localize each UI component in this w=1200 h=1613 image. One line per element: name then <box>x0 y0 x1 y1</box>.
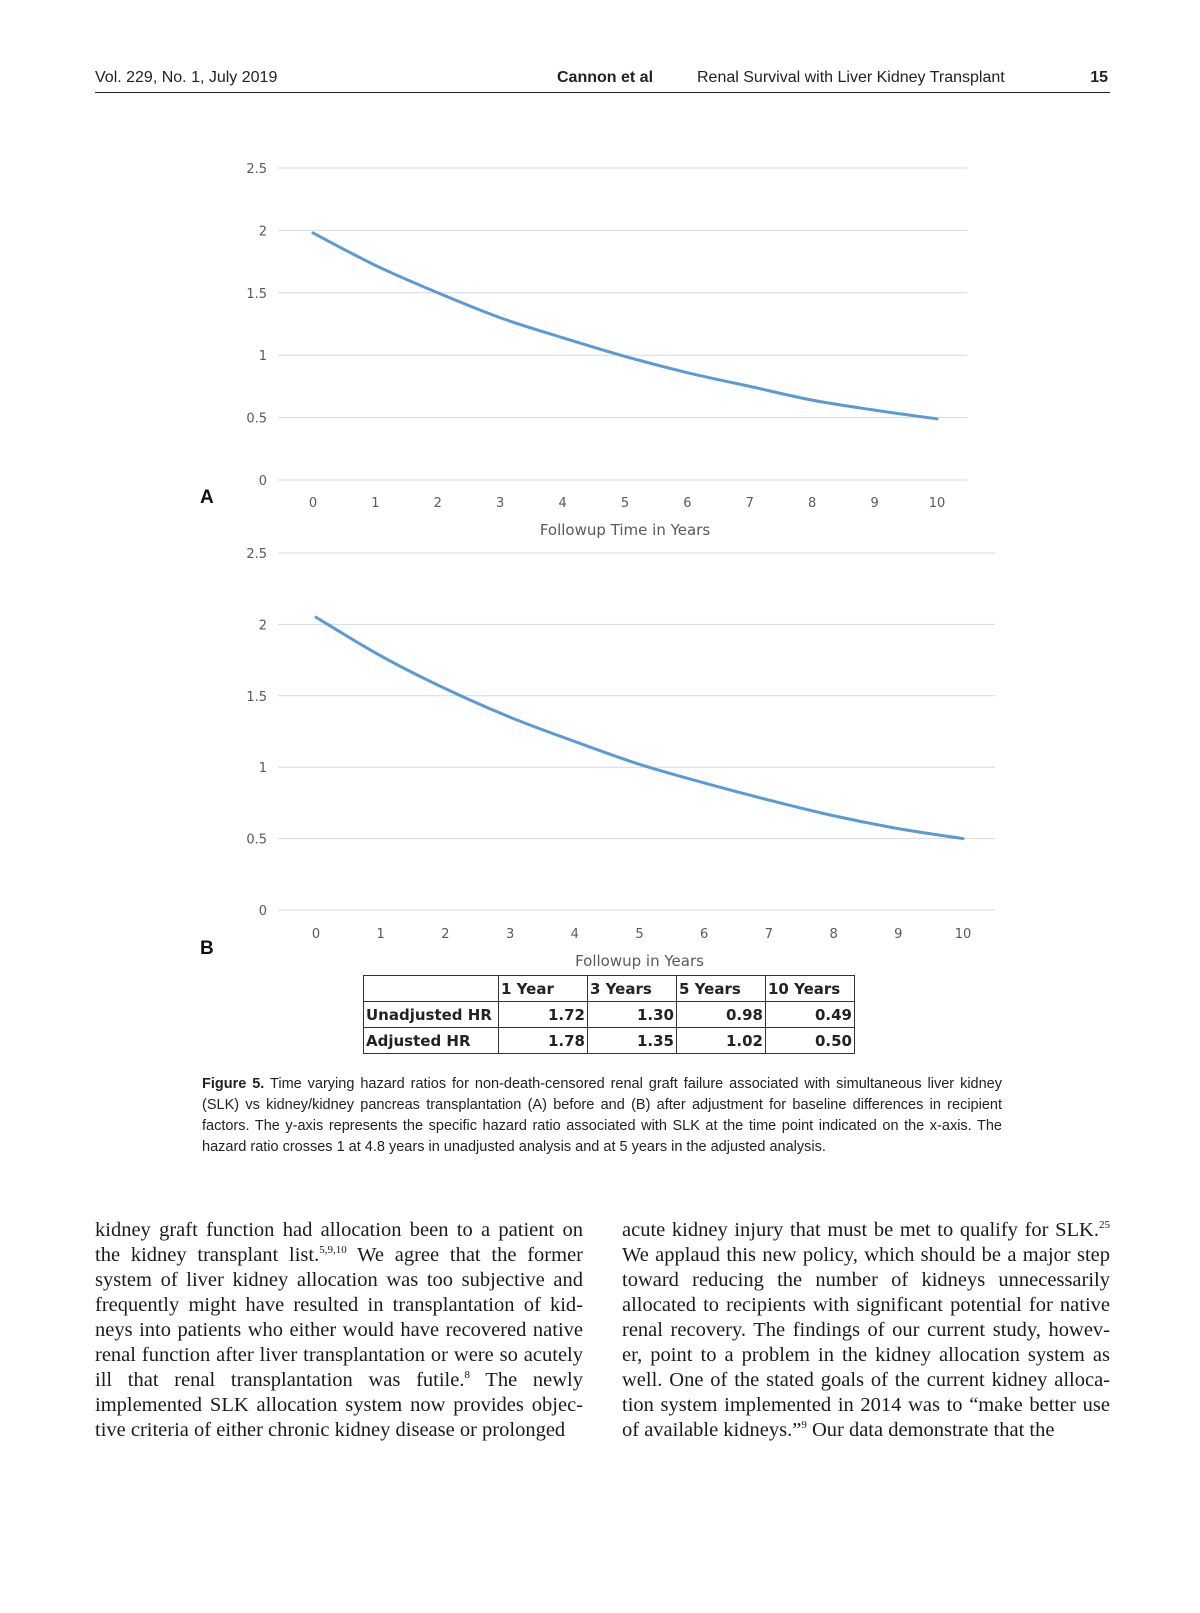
table-corner-cell <box>364 976 499 1002</box>
y-tick-label: 0 <box>258 474 267 489</box>
table-row-label: Adjusted HR <box>364 1028 499 1054</box>
body-text: We agree that the former system of liver kidney allocation was too subjective and frequently might have resulted in transplantation of kid-neys into patients who either would have recovered native renal function after liver transplantation or were so acutely ill that renal transplantation was futile. <box>95 1244 583 1391</box>
table-cell: 0.49 <box>766 1002 855 1028</box>
chart-panel-b <box>0 530 1200 970</box>
table-header-cell: 1 Year <box>499 976 588 1002</box>
table-header-cell: 3 Years <box>588 976 677 1002</box>
x-tick-label: 6 <box>700 927 709 942</box>
y-tick-label: 1 <box>258 761 267 777</box>
figure-label: Figure 5. <box>202 1076 265 1092</box>
body-column-left <box>95 1218 583 1443</box>
panel-a-label: A <box>200 487 214 508</box>
y-tick-label: 1.5 <box>246 286 267 302</box>
y-tick-label: 2 <box>258 224 267 240</box>
x-axis-title: Followup in Years <box>575 952 704 970</box>
y-tick-label: 0.5 <box>246 411 267 427</box>
chart-panel-a <box>0 140 1200 540</box>
y-tick-label: 1 <box>258 349 267 365</box>
panel-b-label: B <box>200 938 214 959</box>
body-text: The newly implemented SLK allocation system now provides objec-tive criteria of either chronic kidney disease or prolonged <box>95 1369 583 1441</box>
body-text: Our data demonstrate that the <box>806 1419 1055 1441</box>
reference-superscript: 5,9,10 <box>319 1244 347 1257</box>
table-cell: 1.35 <box>588 1028 677 1054</box>
x-tick-label: 0 <box>308 496 318 511</box>
table-header-cell: 10 Years <box>766 976 855 1002</box>
y-tick-label: 0 <box>258 904 267 919</box>
x-tick-label: 3 <box>505 927 515 942</box>
x-tick-label: 10 <box>954 927 972 942</box>
page-number: 15 <box>1090 69 1108 86</box>
running-header <box>95 66 1110 93</box>
table-cell: 1.72 <box>499 1002 588 1028</box>
x-tick-label: 6 <box>683 496 692 511</box>
paragraph <box>95 1218 583 1443</box>
x-tick-label: 10 <box>928 496 946 511</box>
y-tick-label: 1.5 <box>246 689 267 705</box>
x-tick-label: 1 <box>376 927 385 942</box>
body-column-right <box>622 1218 1110 1443</box>
chart-b-svg <box>0 530 1200 970</box>
x-tick-label: 8 <box>808 496 817 511</box>
reference-superscript: 25 <box>1099 1219 1110 1232</box>
reference-superscript: 9 <box>801 1419 807 1432</box>
x-tick-label: 2 <box>433 496 442 511</box>
y-tick-label: 2 <box>258 618 267 634</box>
y-tick-label: 2.5 <box>246 162 267 177</box>
table-cell: 1.78 <box>499 1028 588 1054</box>
x-tick-label: 7 <box>745 496 754 511</box>
body-text: acute kidney injury that must be met to qualify for SLK. <box>622 1219 1099 1241</box>
table-cell: 0.50 <box>766 1028 855 1054</box>
figure-caption <box>202 1074 1002 1158</box>
x-tick-label: 0 <box>311 927 321 942</box>
x-tick-label: 9 <box>870 496 879 511</box>
table-header-cell: 5 Years <box>677 976 766 1002</box>
table-row <box>364 1002 855 1028</box>
table-header-row <box>364 976 855 1002</box>
figure-caption-text: Time varying hazard ratios for non-death-censored renal graft failure associated with simultaneous liver kidney (SLK) vs kidney/kidney pancreas transplantation (A) before and (B) after adjustment for baseline differences in recipient factors. The y-axis represents the specific hazard ratio associated with SLK at the time point indicated on the x-axis. The hazard ratio crosses 1 at 4.8 years in unadjusted analysis and at 5 years in the adjusted analysis. <box>202 1076 1002 1155</box>
running-title: Renal Survival with Liver Kidney Transplant <box>697 69 1005 86</box>
table-row-label: Unadjusted HR <box>364 1002 499 1028</box>
x-tick-label: 5 <box>635 927 644 942</box>
x-tick-label: 1 <box>371 496 380 511</box>
y-tick-label: 0.5 <box>246 832 267 848</box>
running-authors: Cannon et al <box>557 69 654 86</box>
x-tick-label: 4 <box>570 927 579 942</box>
table-cell: 0.98 <box>677 1002 766 1028</box>
x-tick-label: 5 <box>620 496 630 511</box>
table-cell: 1.02 <box>677 1028 766 1054</box>
body-text: kidney graft function had allocation been to a patient on the kidney transplant list. <box>95 1219 583 1266</box>
x-tick-label: 4 <box>558 496 567 511</box>
body-text: We applaud this new policy, which should be a major step toward reducing the number of kidneys unnecessarily allocated to recipients with significant potential for native renal recovery. The findings of our current study, howev-er, point to a problem in the kidney allocation system as well. One of the stated goals of the current kidney alloca-tion system implemented in 2014 was to “make better use of available kidneys.” <box>622 1244 1110 1441</box>
x-tick-label: 3 <box>496 496 505 511</box>
x-axis-title: Followup Time in Years <box>539 521 711 539</box>
hazard-ratio-table <box>363 975 855 1054</box>
chart-a-svg <box>0 140 1200 540</box>
x-tick-label: 8 <box>829 927 838 942</box>
reference-superscript: 8 <box>464 1369 470 1382</box>
y-tick-label: 2.5 <box>246 547 267 562</box>
journal-citation: Vol. 229, No. 1, July 2019 <box>95 69 278 86</box>
series-line <box>316 617 963 838</box>
table-row <box>364 1028 855 1054</box>
x-tick-label: 9 <box>894 927 903 942</box>
table-cell: 1.30 <box>588 1002 677 1028</box>
paragraph <box>622 1218 1110 1443</box>
x-tick-label: 7 <box>764 927 774 942</box>
x-tick-label: 2 <box>441 927 450 942</box>
series-line <box>313 233 937 419</box>
